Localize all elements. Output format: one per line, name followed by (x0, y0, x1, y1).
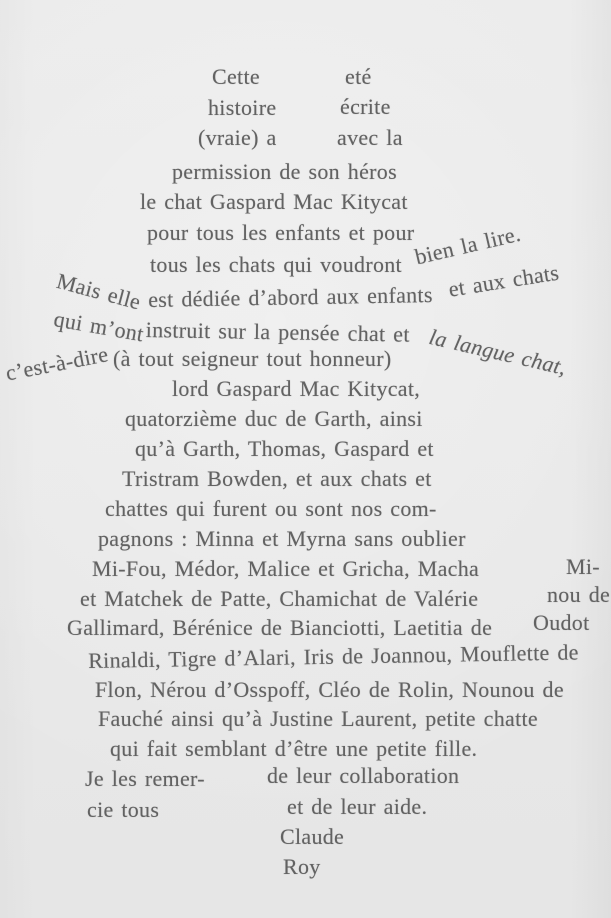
dedication-line: Rinaldi, Tigre d’Alari, Iris de Joannou, Mouflette de (87, 639, 579, 673)
dedication-line: (vraie) a (198, 125, 277, 150)
dedication-line: lord Gaspard Mac Kitycat, (172, 376, 421, 401)
dedication-line: Tristram Bowden, et aux chats et (122, 466, 432, 491)
dedication-line: cie tous (87, 797, 160, 822)
dedication-line: qui fait semblant d’être une petite fille. (110, 736, 478, 761)
dedication-line: est dédiée d’abord aux enfants (147, 282, 433, 312)
dedication-line: Mi-Fou, Médor, Malice et Gricha, Macha (92, 556, 480, 581)
dedication-line: Flon, Nérou d’Osspoff, Cléo de Rolin, Nounou de (95, 677, 564, 702)
margin-note-line: nou de (547, 582, 611, 607)
dedication-line: de leur collaboration (267, 763, 460, 788)
dedication-line: et Matchek de Patte, Chamichat de Valérie (80, 586, 479, 611)
dedication-line: la langue chat, (426, 324, 569, 380)
dedication-line: (à tout seigneur tout honneur) (113, 346, 392, 371)
dedication-line: Fauché ainsi qu’à Justine Laurent, petite chatte (98, 706, 538, 731)
margin-note-line: Oudot (533, 610, 590, 635)
author-signature-line: Claude (280, 824, 345, 849)
dedication-line: c’est-à-dire (3, 341, 111, 386)
author-signature-line: Roy (283, 854, 321, 879)
dedication-line: instruit sur la pensée chat et (145, 317, 410, 347)
dedication-line: permission de son héros (172, 159, 397, 184)
dedication-line: chattes qui furent ou sont nos com- (105, 496, 437, 521)
dedication-line: pagnons : Minna et Myrna sans oublier (98, 526, 466, 551)
dedication-line: Cette (212, 64, 260, 89)
dedication-line: le chat Gaspard Mac Kitycat (140, 189, 408, 214)
dedication-line: qui m’ont (52, 306, 146, 347)
dedication-line: avec la (337, 125, 403, 150)
dedication-line: Mais elle (54, 268, 144, 315)
dedication-line: écrite (340, 94, 391, 119)
margin-note-line: Mi- (566, 554, 600, 579)
dedication-line: pour tous les enfants et pour (147, 220, 415, 245)
dedication-line: qu’à Garth, Thomas, Gaspard et (135, 436, 434, 461)
dedication-line: et aux chats (446, 259, 561, 302)
dedication-line: eté (345, 64, 372, 89)
dedication-line: quatorzième duc de Garth, ainsi (125, 406, 423, 431)
dedication-line: et de leur aide. (287, 794, 428, 819)
dedication-line: tous les chats qui voudront (150, 252, 402, 277)
dedication-line: bien la lire. (412, 220, 523, 270)
dedication-line: Gallimard, Bérénice de Bianciotti, Laetitia de (67, 615, 493, 640)
dedication-line: histoire (208, 95, 277, 120)
dedication-line: Je les remer- (85, 766, 205, 791)
